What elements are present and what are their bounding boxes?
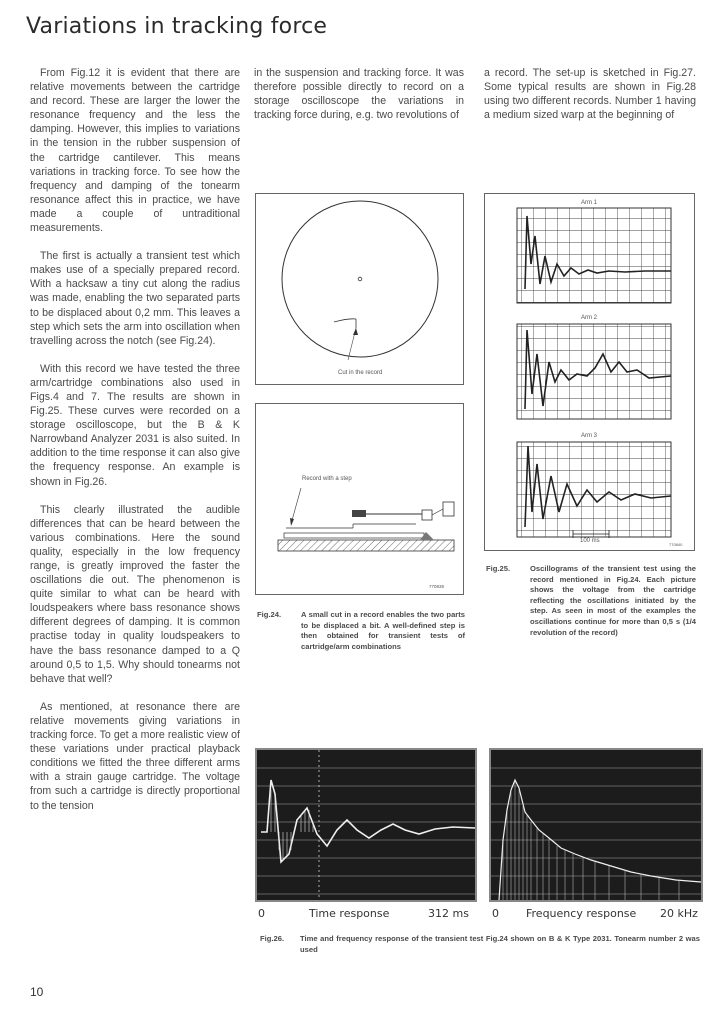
frequency-response-trace [491, 750, 701, 900]
column-2 [254, 66, 464, 136]
fig25-caption [486, 564, 696, 638]
time-scale-label: 100 ms [580, 538, 600, 544]
fig24-side-diagram [255, 403, 464, 595]
frequency-axis-end: 20 kHz [660, 907, 698, 920]
record-drawing [256, 194, 463, 384]
frequency-axis-start: 0 [492, 907, 499, 920]
column-3 [484, 66, 696, 136]
page-title: Variations in tracking force [26, 14, 328, 39]
figure-code: 770838 [429, 584, 445, 589]
time-response-trace [257, 750, 475, 900]
caption-number: Fig.25. [486, 564, 511, 573]
caption-number: Fig.24. [257, 610, 282, 619]
paragraph: From Fig.12 it is evident that there are relative movements between the cartridge and record. These are larger the lower the resonance frequency and the less the damping. However, this implies to variations in the tension in the rubber suspension of the cartridge cantilever. This means variations in tracking force. To see how the frequency and damping of the tonearm resonance affect this in practice, we have made a couple of untraditional measurements. [30, 67, 240, 235]
column-1 [30, 66, 240, 827]
frequency-axis-label: Frequency response [526, 907, 637, 920]
oscillogram-panels [485, 194, 694, 550]
page-number: 10 [30, 985, 44, 999]
time-axis-start: 0 [258, 907, 265, 920]
time-response-scope [255, 748, 477, 902]
caption-text: Oscillograms of the transient test using the record mentioned in Fig.24. Each picture shows the voltage from the cartridge reflecting the oscillations initiated by the step. As seen in most of the examples the oscillations continue for more than 0,5 s (1/4 revolution of the record) [530, 564, 696, 637]
caption-text: Time and frequency response of the transient test Fig.24 shown on B & K Type 2031. Tonearm number 2 was used [300, 934, 700, 954]
paragraph: a record. The set-up is sketched in Fig.27. Some typical results are shown in Fig.28 using two different records. Number 1 having a medium sized warp at the beginning of [484, 67, 696, 122]
figure-code: 770840 [669, 542, 683, 547]
paragraph: With this record we have tested the three arm/cartridge combinations also used in Figs.4 and 7. The results are shown in Fig.25. These curves were recorded on a storage oscilloscope, but the B & K Narrowband Analyzer 2031 is also suited. In addition to the time response it can also give the frequency response. An example is shown in Fig.26. [30, 362, 240, 488]
time-axis-label: Time response [309, 907, 390, 920]
caption-number: Fig.26. [260, 934, 285, 943]
frequency-response-scope [489, 748, 703, 902]
arm-1-label: Arm 1 [581, 200, 598, 206]
time-axis-end: 312 ms [428, 907, 469, 920]
fig24-caption [257, 610, 465, 652]
arm-2-label: Arm 2 [581, 315, 598, 321]
caption-text: A small cut in a record enables the two parts to be displaced a bit. A well-defined step is then obtained for transient tests of cartridge/arm combinations [301, 610, 465, 651]
side-view-drawing [256, 404, 463, 594]
paragraph: As mentioned, at resonance there are relative movements giving variations in tracking force. To get a more realistic view of these variations under practical playback conditions we fitted the three different arms with a strain gauge cartridge. The voltage from such a cartridge is directly proportional to the tension [30, 700, 240, 812]
fig25-oscillograms [484, 193, 695, 551]
paragraph: in the suspension and tracking force. It was therefore possible directly to record on a storage oscilloscope the variations in tracking force during, e.g. two revolutions of [254, 67, 464, 122]
fig24-record-diagram [255, 193, 464, 385]
fig26-caption [260, 934, 700, 955]
paragraph: This clearly illustrated the audible differences that can be heard between the various combinations. Here the sound quality, especially in the low frequency range, is greatly improved the faster the oscillations die out. The phenomenon is quite similar to what can be heard with loudspeakers where bass resonance shows different degrees of damping. It is common practise today in quality loudspeakers to have the bass resonance damped to a Q around 0,5 to 1,5. Why should tonearms not behave that well? [30, 503, 240, 685]
paragraph: The first is actually a transient test which makes use of a specially prepared record. With a hacksaw a tiny cut along the radius was made, enabling the two separated parts to be displaced about 0,2 mm. This leaves a step which sets the arm into oscillation when travelling across the notch (see Fig.24). [30, 250, 240, 347]
step-label: Record with a step [302, 476, 352, 482]
arm-3-label: Arm 3 [581, 433, 598, 439]
cut-label: Cut in the record [338, 370, 383, 376]
